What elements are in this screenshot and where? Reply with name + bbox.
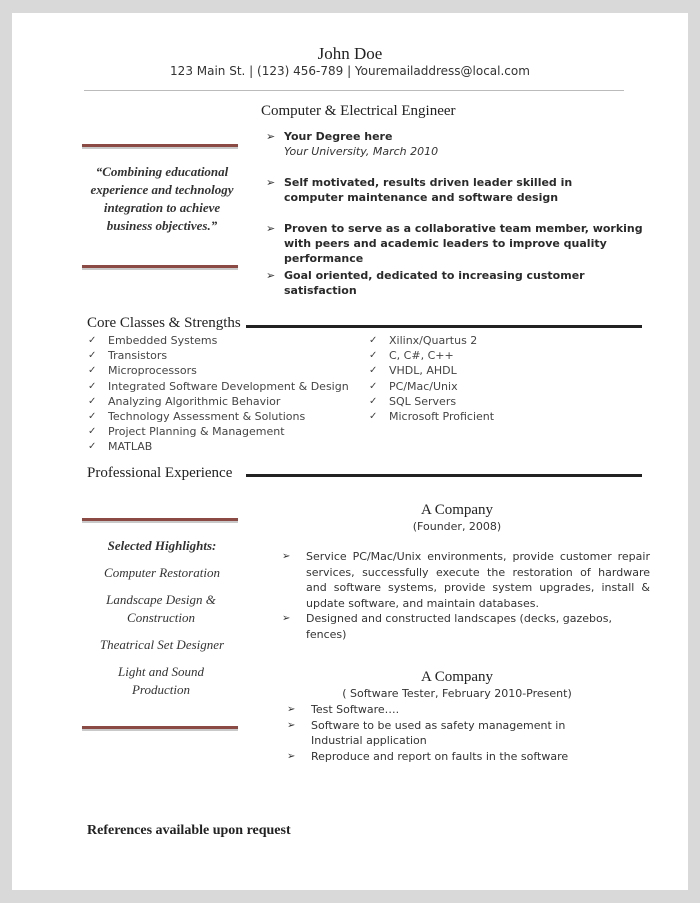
experience-rule <box>246 474 642 477</box>
summary-text: Proven to serve as a collaborative team member, working with peers and academic leaders to improve quality performance <box>284 222 643 265</box>
summary-text: Self motivated, results driven leader skilled in computer maintenance and software design <box>284 176 573 204</box>
summary-text: Goal oriented, dedicated to increasing customer satisfaction <box>284 269 585 297</box>
arrow-bullet-icon: ➢ <box>287 704 296 715</box>
arrow-bullet-icon: ➢ <box>266 222 276 235</box>
list-item: ➢ Software to be used as safety management in Industrial application <box>287 718 566 747</box>
candidate-name: John Doe <box>317 44 383 63</box>
check-bullet-icon: ✓ <box>88 335 97 346</box>
core-list-right <box>369 333 494 424</box>
job-bullets <box>287 702 597 764</box>
company-name: A Company <box>420 502 494 518</box>
arrow-bullet-icon: ➢ <box>266 176 276 189</box>
experience-heading: Professional Experience <box>87 465 233 481</box>
list-item: ➢ Designed and constructed landscapes (decks, gazebos, fences) <box>282 612 612 641</box>
highlight-item: Landscape Design & Construction <box>106 592 216 625</box>
job-role: ( Software Tester, February 2010-Present) <box>342 687 572 700</box>
check-bullet-icon: ✓ <box>369 411 378 423</box>
references-note: References available upon request <box>87 823 291 838</box>
job-role: (Founder, 2008) <box>412 520 502 533</box>
list-item: ➢ Service PC/Mac/Unix environments, provide customer repair services, successfully execute the restoration of hardware and software systems, provide system upgrades, install & update software, and maintain databases. <box>282 550 650 610</box>
arrow-bullet-icon: ➢ <box>287 719 296 731</box>
check-bullet-icon: ✓ <box>88 380 97 392</box>
list-item: ✓ VHDL, AHDL <box>369 364 457 378</box>
contact-line: 123 Main St. | (123) 456-789 | Youremailaddress@local.com <box>170 64 530 78</box>
check-bullet-icon: ✓ <box>369 395 378 407</box>
list-item: ✓ Analyzing Algorithmic Behavior <box>88 394 281 408</box>
check-bullet-icon: ✓ <box>369 350 378 362</box>
list-item: ✓ PC/Mac/Unix <box>369 379 458 393</box>
accent-bar-bottom <box>82 726 238 731</box>
header-divider <box>84 90 624 91</box>
resume-page <box>12 13 688 890</box>
list-item: ✓ Project Planning & Management <box>88 425 285 439</box>
summary-item <box>266 221 646 266</box>
job-title: Computer & Electrical Engineer <box>261 103 456 119</box>
list-item: ✓ Integrated Software Development & Design <box>88 379 349 393</box>
summary-item <box>266 268 646 298</box>
arrow-bullet-icon: ➢ <box>266 130 276 143</box>
accent-bar-top <box>82 518 238 523</box>
list-item: ✓ C, C#, C++ <box>369 349 454 363</box>
check-bullet-icon: ✓ <box>88 441 97 453</box>
list-item: ➢ Reproduce and report on faults in the software <box>287 749 569 763</box>
highlight-item: Theatrical Set Designer <box>99 637 225 652</box>
accent-bar-bottom <box>82 265 238 270</box>
arrow-bullet-icon: ➢ <box>282 613 291 624</box>
check-bullet-icon: ✓ <box>88 365 97 377</box>
list-item: ✓ Transistors <box>88 349 168 363</box>
core-list-left <box>88 333 349 455</box>
check-bullet-icon: ✓ <box>88 426 97 438</box>
company-name: A Company <box>420 669 494 685</box>
list-item: ✓ Microprocessors <box>88 364 197 378</box>
check-bullet-icon: ✓ <box>369 380 378 392</box>
arrow-bullet-icon: ➢ <box>266 269 276 282</box>
job-bullets <box>282 549 650 642</box>
check-bullet-icon: ✓ <box>369 365 378 377</box>
arrow-bullet-icon: ➢ <box>287 750 296 762</box>
degree: Your Degree here <box>284 130 393 143</box>
accent-bar-top <box>82 144 238 149</box>
check-bullet-icon: ✓ <box>88 395 97 407</box>
check-bullet-icon: ✓ <box>88 350 97 362</box>
list-item: ✓ Technology Assessment & Solutions <box>88 410 306 424</box>
arrow-bullet-icon: ➢ <box>282 551 291 562</box>
list-item: ✓ Microsoft Proficient <box>369 410 495 424</box>
summary-item <box>266 175 646 205</box>
list-item: ➢ Test Software…. <box>287 703 400 716</box>
core-rule <box>246 325 642 328</box>
core-heading: Core Classes & Strengths <box>87 315 241 331</box>
list-item: ✓ Xilinx/Quartus 2 <box>369 334 478 347</box>
list-item: ✓ Embedded Systems <box>88 334 218 347</box>
check-bullet-icon: ✓ <box>88 411 97 423</box>
highlights-title: Selected Highlights: <box>107 538 217 553</box>
highlight-item: Computer Restoration <box>104 565 220 580</box>
highlight-item: Light and Sound Production <box>118 664 204 697</box>
list-item: ✓ MATLAB <box>88 440 153 454</box>
summary-item <box>266 129 646 159</box>
university: Your University, March 2010 <box>284 145 439 158</box>
mission-quote: “Combining educational experience and technology integration to achieve business objectives.” <box>90 164 234 233</box>
list-item: ✓ SQL Servers <box>369 394 457 408</box>
check-bullet-icon: ✓ <box>369 335 378 346</box>
